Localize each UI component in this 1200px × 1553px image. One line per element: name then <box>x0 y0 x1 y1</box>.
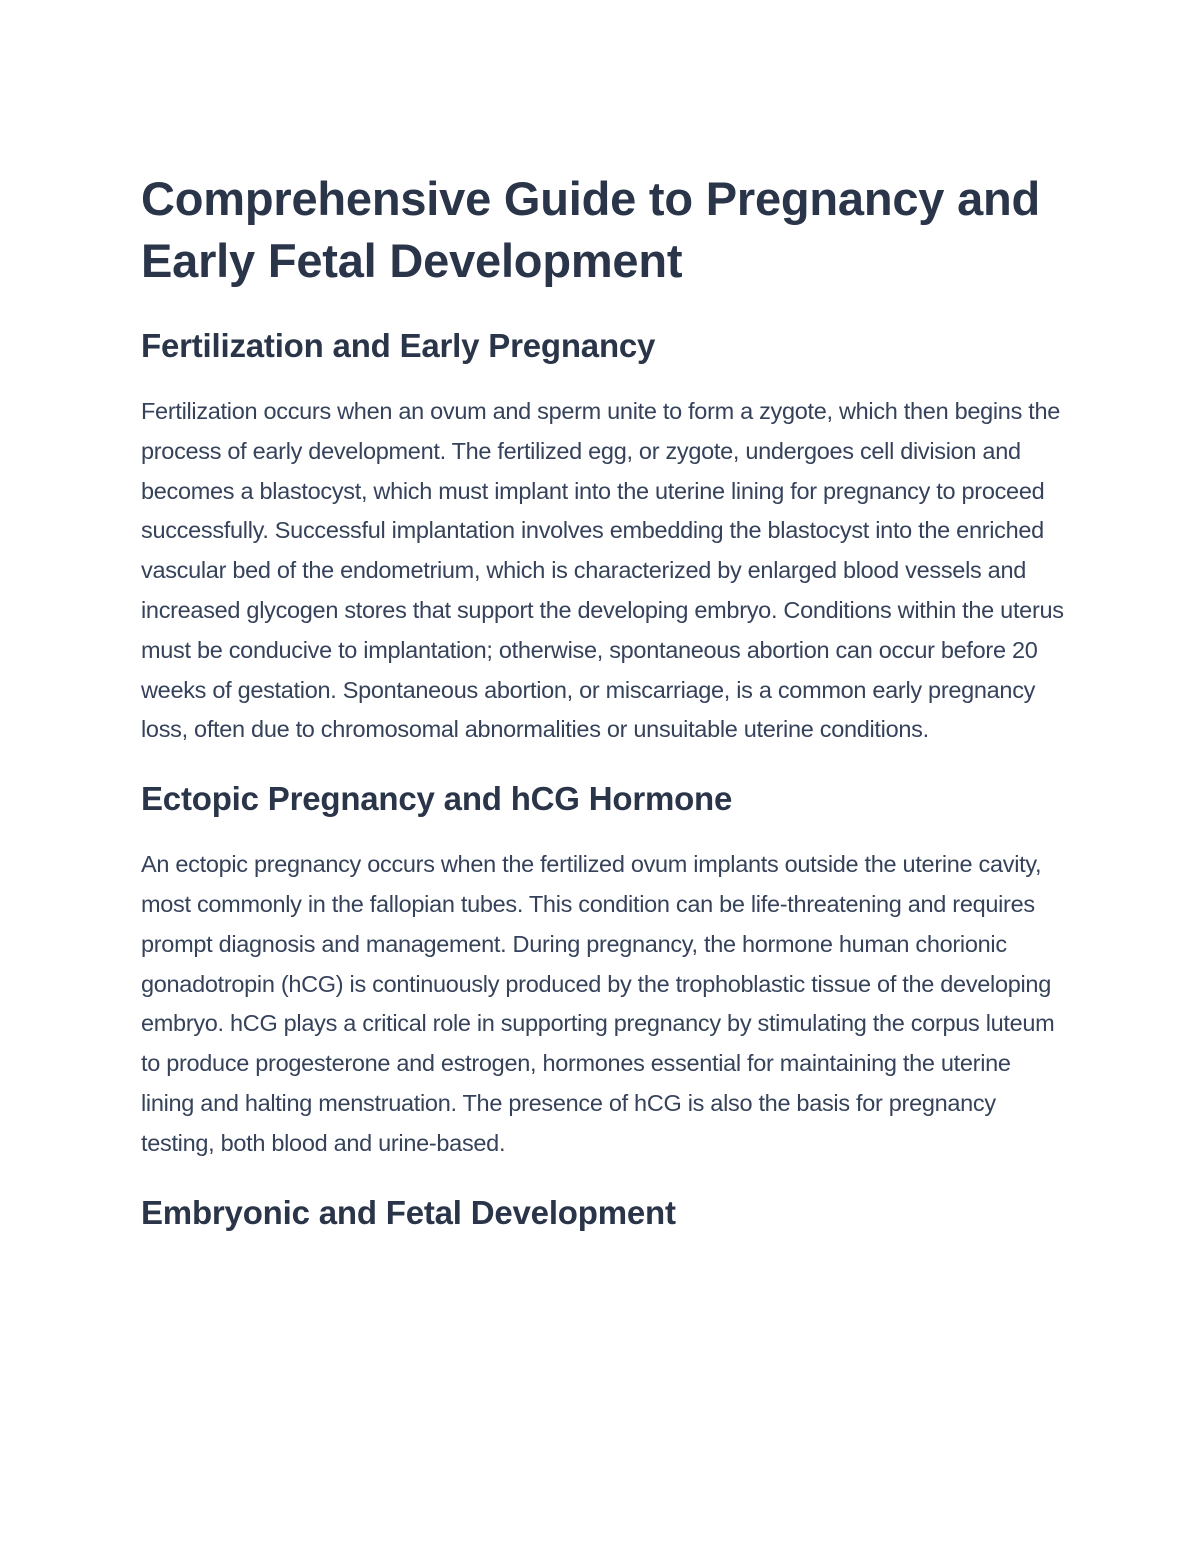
section-body-fertilization: Fertilization occurs when an ovum and sperm unite to form a zygote, which then begins the process of early development. The fertilized egg, or zygote, undergoes cell division and becomes a blastocyst, which must implant into the uterine lining for pregnancy to proceed successfully. Successful implantation involves embedding the blastocyst into the enriched vascular bed of the endometrium, which is characterized by enlarged blood vessels and increased glycogen stores that support the developing embryo. Conditions within the uterus must be conducive to implantation; otherwise, spontaneous abortion can occur before 20 weeks of gestation. Spontaneous abortion, or miscarriage, is a common early pregnancy loss, often due to chromosomal abnormalities or unsuitable uterine conditions. <box>141 398 1064 743</box>
section-body-ectopic: An ectopic pregnancy occurs when the fertilized ovum implants outside the uterine cavity, most commonly in the fallopian tubes. This condition can be life-threatening and requires prompt diagnosis and management. During pregnancy, the hormone human chorionic gonadotropin (hCG) is continuously produced by the trophoblastic tissue of the developing embryo. hCG plays a critical role in supporting pregnancy by stimulating the corpus luteum to produce progesterone and estrogen, hormones essential for maintaining the uterine lining and halting menstruation. The presence of hCG is also the basis for pregnancy testing, both blood and urine-based. <box>141 851 1055 1156</box>
document-page <box>141 168 1066 1233</box>
document-title: Comprehensive Guide to Pregnancy and Early Fetal Development <box>141 172 1041 287</box>
section-heading-embryonic: Embryonic and Fetal Development <box>141 1193 676 1231</box>
section-heading-ectopic: Ectopic Pregnancy and hCG Hormone <box>141 780 733 818</box>
section-heading-fertilization: Fertilization and Early Pregnancy <box>141 327 656 364</box>
